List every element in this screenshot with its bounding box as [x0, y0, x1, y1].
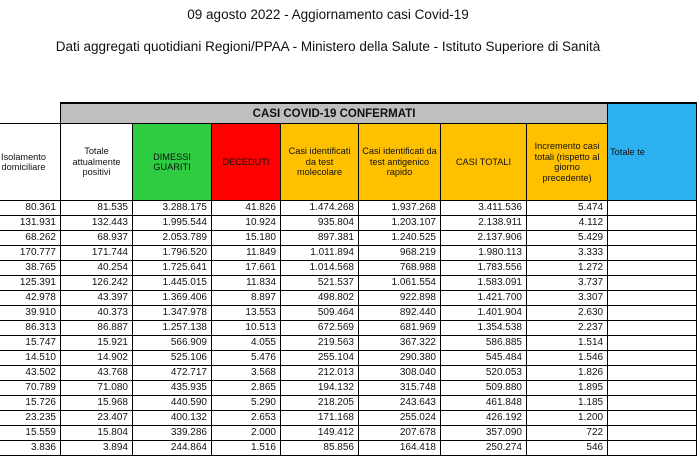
table-row — [0, 351, 697, 366]
table-cell: 85.856 — [281, 441, 359, 456]
table-cell: 472.717 — [133, 366, 212, 381]
table-cell: 426.192 — [441, 411, 527, 426]
table-cell-empty — [608, 261, 697, 276]
table-row — [0, 276, 697, 291]
table-cell: 897.381 — [281, 231, 359, 246]
table-cell: 23.407 — [61, 411, 133, 426]
table-row — [0, 441, 697, 456]
table-cell: 43.768 — [61, 366, 133, 381]
table-row — [0, 306, 697, 321]
table-cell: 315.748 — [359, 381, 441, 396]
table-cell-empty — [608, 306, 697, 321]
table-row — [0, 381, 697, 396]
table-cell: 1.895 — [527, 381, 608, 396]
table-cell-empty — [608, 381, 697, 396]
table-cell: 1.185 — [527, 396, 608, 411]
table-row — [0, 411, 697, 426]
table-cell: 1.421.700 — [441, 291, 527, 306]
table-cell: 131.931 — [0, 216, 61, 231]
table-cell: 17.661 — [212, 261, 281, 276]
table-cell: 5.474 — [527, 201, 608, 216]
table-cell: 768.988 — [359, 261, 441, 276]
table-cell-empty — [608, 366, 697, 381]
table-cell: 1.257.138 — [133, 321, 212, 336]
table-cell: 1.011.894 — [281, 246, 359, 261]
table-cell-empty — [608, 426, 697, 441]
table-cell: 15.726 — [0, 396, 61, 411]
table-row — [0, 336, 697, 351]
table-cell: 586.885 — [441, 336, 527, 351]
table-row — [0, 201, 697, 216]
table-cell-empty — [608, 201, 697, 216]
table-cell: 672.569 — [281, 321, 359, 336]
col-header-deceduti: DECEDUTI — [212, 124, 281, 201]
table-cell: 41.826 — [212, 201, 281, 216]
table-cell: 1.354.538 — [441, 321, 527, 336]
table-cell: 400.132 — [133, 411, 212, 426]
table-cell: 1.061.554 — [359, 276, 441, 291]
table-cell: 566.909 — [133, 336, 212, 351]
table-cell: 722 — [527, 426, 608, 441]
table-cell: 461.848 — [441, 396, 527, 411]
table-row — [0, 216, 697, 231]
table-cell: 132.443 — [61, 216, 133, 231]
table-row — [0, 396, 697, 411]
col-header-attualmente-positivi: Totale attualmente positivi — [61, 124, 133, 201]
table-cell: 3.333 — [527, 246, 608, 261]
table-cell: 3.894 — [61, 441, 133, 456]
table-cell: 1.203.107 — [359, 216, 441, 231]
table-cell: 2.237 — [527, 321, 608, 336]
table-cell: 86.313 — [0, 321, 61, 336]
col-header-casi-totali: CASI TOTALI — [441, 124, 527, 201]
table-cell: 255.104 — [281, 351, 359, 366]
table-cell: 5.290 — [212, 396, 281, 411]
report-title: 09 agosto 2022 - Aggiornamento casi Covid-19 — [187, 7, 469, 22]
table-cell: 3.737 — [527, 276, 608, 291]
table-cell: 520.053 — [441, 366, 527, 381]
table-cell: 15.968 — [61, 396, 133, 411]
table-cell: 5.476 — [212, 351, 281, 366]
table-cell: 1.546 — [527, 351, 608, 366]
table-cell-empty — [608, 441, 697, 456]
table-row — [0, 246, 697, 261]
table-cell: 43.397 — [61, 291, 133, 306]
table-cell: 170.777 — [0, 246, 61, 261]
table-cell: 935.804 — [281, 216, 359, 231]
table-cell: 149.412 — [281, 426, 359, 441]
table-cell: 1.445.015 — [133, 276, 212, 291]
table-cell: 68.937 — [61, 231, 133, 246]
table-cell: 86.887 — [61, 321, 133, 336]
table-cell-empty — [608, 411, 697, 426]
table-cell: 15.804 — [61, 426, 133, 441]
table-cell: 10.513 — [212, 321, 281, 336]
table-cell: 14.902 — [61, 351, 133, 366]
table-cell: 546 — [527, 441, 608, 456]
table-cell: 922.898 — [359, 291, 441, 306]
table-cell: 68.262 — [0, 231, 61, 246]
table-cell: 1.369.406 — [133, 291, 212, 306]
table-cell: 2.630 — [527, 306, 608, 321]
table-cell: 2.138.911 — [441, 216, 527, 231]
table-cell: 1.240.525 — [359, 231, 441, 246]
table-cell-empty — [608, 291, 697, 306]
table-cell: 3.568 — [212, 366, 281, 381]
table-cell: 290.380 — [359, 351, 441, 366]
table-cell: 3.411.536 — [441, 201, 527, 216]
table-cell: 23.235 — [0, 411, 61, 426]
table-cell: 509.880 — [441, 381, 527, 396]
table-cell: 1.783.556 — [441, 261, 527, 276]
table-cell: 367.322 — [359, 336, 441, 351]
table-cell: 339.286 — [133, 426, 212, 441]
table-cell: 10.924 — [212, 216, 281, 231]
table-cell: 194.132 — [281, 381, 359, 396]
table-cell: 207.678 — [359, 426, 441, 441]
table-cell: 171.744 — [61, 246, 133, 261]
table-cell-empty — [608, 246, 697, 261]
table-cell: 5.429 — [527, 231, 608, 246]
table-cell-empty — [608, 351, 697, 366]
table-cell: 1.583.091 — [441, 276, 527, 291]
table-cell: 43.502 — [0, 366, 61, 381]
table-cell: 80.361 — [0, 201, 61, 216]
table-cell: 1.980.113 — [441, 246, 527, 261]
table-cell: 1.514 — [527, 336, 608, 351]
col-header-totale-test: Totale te — [608, 103, 697, 201]
table-cell: 521.537 — [281, 276, 359, 291]
table-cell: 2.000 — [212, 426, 281, 441]
table-cell-empty — [608, 321, 697, 336]
table-cell: 1.995.544 — [133, 216, 212, 231]
col-header-isolamento: Isolamento domiciliare — [0, 124, 61, 201]
table-cell: 38.765 — [0, 261, 61, 276]
col-header-test-antigenico: Casi identificati da test antigenico rapido — [359, 124, 441, 201]
table-cell: 525.106 — [133, 351, 212, 366]
table-cell: 42.978 — [0, 291, 61, 306]
table-cell: 1.826 — [527, 366, 608, 381]
table-cell: 545.484 — [441, 351, 527, 366]
table-cell: 126.242 — [61, 276, 133, 291]
table-cell: 39.910 — [0, 306, 61, 321]
covid-cases-table — [0, 102, 697, 456]
table-cell: 125.391 — [0, 276, 61, 291]
table-cell: 498.802 — [281, 291, 359, 306]
table-cell-empty — [608, 216, 697, 231]
table-cell: 892.440 — [359, 306, 441, 321]
col-header-incremento: Incremento casi totali (rispetto al giorno precedente) — [527, 124, 608, 201]
table-cell: 8.897 — [212, 291, 281, 306]
table-cell: 968.219 — [359, 246, 441, 261]
table-cell: 40.254 — [61, 261, 133, 276]
table-cell: 3.288.175 — [133, 201, 212, 216]
table-cell: 357.090 — [441, 426, 527, 441]
table-cell: 218.205 — [281, 396, 359, 411]
table-cell: 1.272 — [527, 261, 608, 276]
table-cell: 3.307 — [527, 291, 608, 306]
table-cell: 1.401.904 — [441, 306, 527, 321]
table-cell: 681.969 — [359, 321, 441, 336]
table-cell: 1.796.520 — [133, 246, 212, 261]
band-spacer — [0, 103, 61, 124]
table-cell: 1.516 — [212, 441, 281, 456]
table-cell: 1.725.641 — [133, 261, 212, 276]
table-cell: 308.040 — [359, 366, 441, 381]
table-cell: 14.510 — [0, 351, 61, 366]
table-row — [0, 366, 697, 381]
table-row — [0, 231, 697, 246]
table-cell: 219.563 — [281, 336, 359, 351]
table-cell: 1.014.568 — [281, 261, 359, 276]
table-cell-empty — [608, 396, 697, 411]
table-row — [0, 426, 697, 441]
col-header-dimessi-guariti: DIMESSI GUARITI — [133, 124, 212, 201]
table-cell: 13.553 — [212, 306, 281, 321]
table-cell-empty — [608, 336, 697, 351]
table-cell: 71.080 — [61, 381, 133, 396]
table-cell: 2.137.906 — [441, 231, 527, 246]
table-cell: 4.112 — [527, 216, 608, 231]
col-header-test-molecolare: Casi identificati da test molecolare — [281, 124, 359, 201]
table-cell: 2.653 — [212, 411, 281, 426]
table-cell: 15.747 — [0, 336, 61, 351]
table-cell: 2.865 — [212, 381, 281, 396]
table-cell: 1.937.268 — [359, 201, 441, 216]
report-subtitle: Dati aggregati quotidiani Regioni/PPAA - Ministero della Salute - Istituto Superiore di Sanità — [55, 39, 601, 54]
table-cell: 250.274 — [441, 441, 527, 456]
table-cell: 15.180 — [212, 231, 281, 246]
table-cell: 509.464 — [281, 306, 359, 321]
table-cell: 435.935 — [133, 381, 212, 396]
band-label: CASI COVID-19 CONFERMATI — [61, 103, 608, 124]
table-cell: 243.643 — [359, 396, 441, 411]
table-cell: 11.834 — [212, 276, 281, 291]
table-row — [0, 261, 697, 276]
table-cell: 3.836 — [0, 441, 61, 456]
table-cell: 81.535 — [61, 201, 133, 216]
covid-table-viewport — [0, 102, 656, 453]
table-cell: 15.921 — [61, 336, 133, 351]
table-cell: 212.013 — [281, 366, 359, 381]
table-cell-empty — [608, 231, 697, 246]
table-cell: 1.347.978 — [133, 306, 212, 321]
table-cell: 4.055 — [212, 336, 281, 351]
table-cell: 440.590 — [133, 396, 212, 411]
table-cell: 164.418 — [359, 441, 441, 456]
table-cell: 171.168 — [281, 411, 359, 426]
table-row — [0, 291, 697, 306]
table-body — [0, 201, 697, 456]
table-cell: 1.200 — [527, 411, 608, 426]
table-cell: 11.849 — [212, 246, 281, 261]
table-cell: 255.024 — [359, 411, 441, 426]
table-cell-empty — [608, 276, 697, 291]
table-cell: 40.373 — [61, 306, 133, 321]
table-cell: 1.474.268 — [281, 201, 359, 216]
table-row — [0, 321, 697, 336]
table-cell: 70.789 — [0, 381, 61, 396]
table-cell: 2.053.789 — [133, 231, 212, 246]
table-cell: 244.864 — [133, 441, 212, 456]
table-cell: 15.559 — [0, 426, 61, 441]
